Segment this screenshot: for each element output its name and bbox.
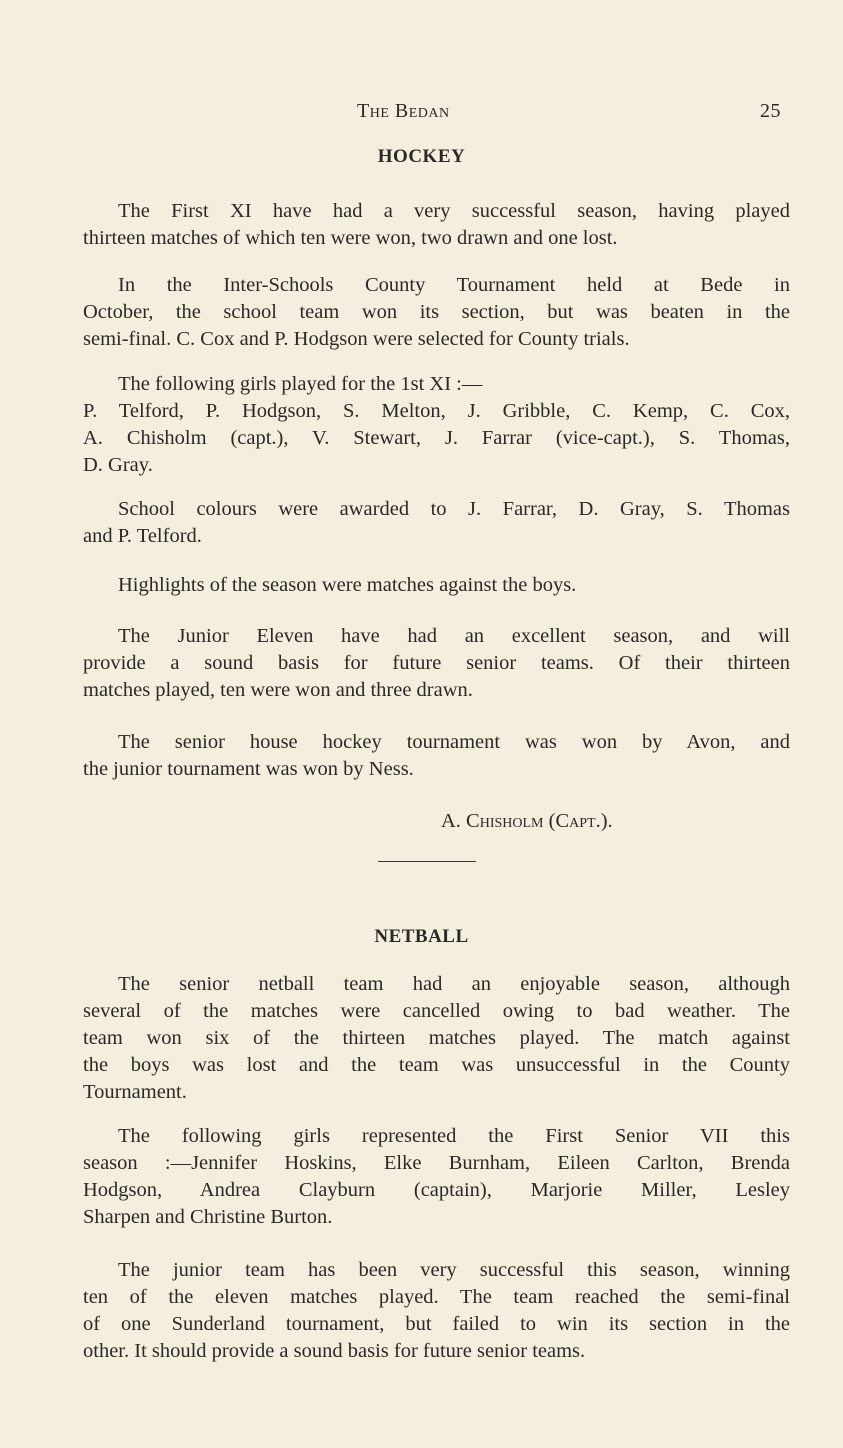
- paragraph: [83, 971, 790, 1106]
- text-line: season :—Jennifer Hoskins, Elke Burnham, Eileen Carlton, Brenda: [83, 1152, 790, 1174]
- text-line: D. Gray.: [83, 454, 153, 476]
- text-line: other. It should provide a sound basis for future senior teams.: [83, 1340, 586, 1362]
- text-line: Hodgson, Andrea Clayburn (captain), Marjorie Miller, Lesley: [83, 1179, 790, 1201]
- text-line: thirteen matches of which ten were won, two drawn and one lost.: [83, 227, 618, 249]
- text-line: In the Inter-Schools County Tournament held at Bede in: [118, 274, 790, 296]
- text-line: ten of the eleven matches played. The team reached the semi-final: [83, 1286, 790, 1308]
- paragraph: [83, 198, 790, 252]
- text-line: P. Telford, P. Hodgson, S. Melton, J. Gribble, C. Kemp, C. Cox,: [83, 400, 790, 422]
- paragraph: [83, 496, 790, 550]
- text-line: October, the school team won its section, but was beaten in the: [83, 301, 790, 323]
- paragraph: [83, 572, 790, 599]
- text-line: The following girls played for the 1st XI :—: [118, 373, 483, 395]
- section-divider: [378, 861, 476, 862]
- section-heading-hockey: HOCKEY: [377, 146, 466, 167]
- text-line: matches played, ten were won and three drawn.: [83, 679, 473, 701]
- section-heading-netball: NETBALL: [374, 926, 469, 947]
- paragraph: [83, 729, 790, 783]
- paragraph: [83, 1123, 790, 1231]
- text-line: The senior netball team had an enjoyable season, although: [118, 973, 790, 995]
- text-line: The senior house hockey tournament was won by Avon, and: [118, 731, 790, 753]
- text-line: Sharpen and Christine Burton.: [83, 1206, 333, 1228]
- text-line: Highlights of the season were matches against the boys.: [118, 574, 577, 596]
- text-line: The following girls represented the First Senior VII this: [118, 1125, 790, 1147]
- paragraph: [83, 272, 790, 353]
- text-line: A. Chisholm (capt.), V. Stewart, J. Farrar (vice-capt.), S. Thomas,: [83, 427, 790, 449]
- paragraph: [83, 623, 790, 704]
- text-line: School colours were awarded to J. Farrar, D. Gray, S. Thomas: [118, 498, 790, 520]
- text-line: team won six of the thirteen matches played. The match against: [83, 1027, 790, 1049]
- text-line: semi-final. C. Cox and P. Hodgson were selected for County trials.: [83, 328, 630, 350]
- paragraph: [83, 371, 790, 479]
- text-line: several of the matches were cancelled owing to bad weather. The: [83, 1000, 790, 1022]
- text-line: of one Sunderland tournament, but failed to win its section in the: [83, 1313, 790, 1335]
- text-line: the boys was lost and the team was unsuccessful in the County: [83, 1054, 790, 1076]
- paragraph: [83, 1257, 790, 1365]
- text-line: The First XI have had a very successful season, having played: [118, 200, 790, 222]
- signature: A. Chisholm (Capt.).: [441, 810, 613, 832]
- page-number: 25: [760, 100, 781, 122]
- text-line: the junior tournament was won by Ness.: [83, 758, 414, 780]
- text-line: Tournament.: [83, 1081, 187, 1103]
- running-header-title: The Bedan: [357, 100, 450, 122]
- text-line: provide a sound basis for future senior teams. Of their thirteen: [83, 652, 790, 674]
- text-line: The junior team has been very successful this season, winning: [118, 1259, 790, 1281]
- text-line: The Junior Eleven have had an excellent season, and will: [118, 625, 790, 647]
- text-line: and P. Telford.: [83, 525, 202, 547]
